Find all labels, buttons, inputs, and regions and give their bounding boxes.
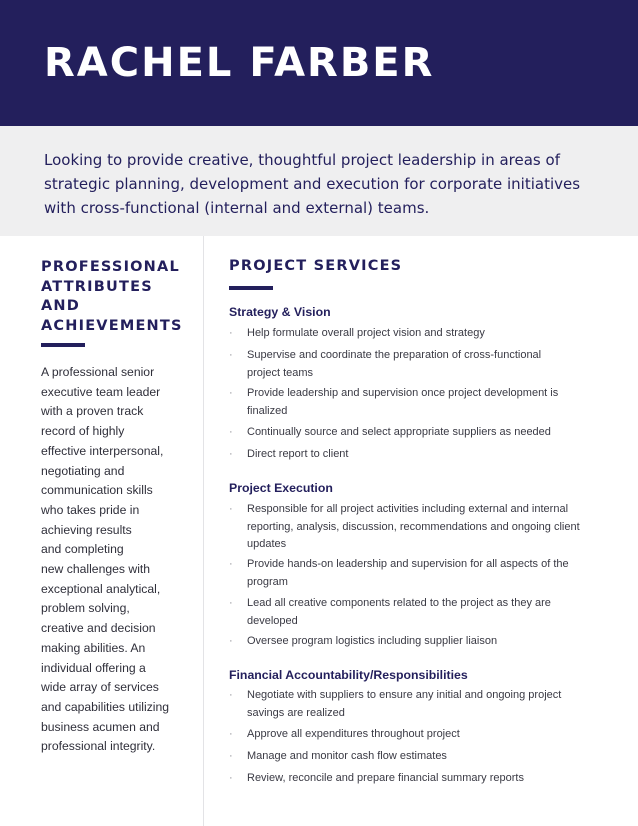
bullet-dot-icon: ·: [229, 327, 233, 339]
attributes-paragraph-line: exceptional analytical,: [41, 581, 161, 596]
bullet-text-line: Oversee program logistics including supplier liaison: [247, 635, 498, 647]
summary-statement: [44, 148, 604, 220]
bullet-text: [247, 687, 599, 722]
services-accent-bar: [229, 286, 273, 290]
bullet-text: [247, 347, 599, 382]
bullet-item: [229, 325, 599, 343]
bullet-text-line: Lead all creative components related to the project as they are: [247, 597, 551, 609]
bullet-dot-icon: ·: [229, 349, 233, 361]
bullet-text-line: Help formulate overall project vision and strategy: [247, 327, 485, 339]
section-title-strategy-vision: Strategy & Vision: [229, 305, 331, 319]
bullet-item: [229, 424, 599, 442]
bullet-text: [247, 325, 599, 343]
attributes-paragraph-line: professional integrity.: [41, 739, 156, 754]
bullet-text: [247, 726, 599, 744]
bullet-text: [247, 501, 599, 554]
bullet-text-line: project teams: [247, 366, 314, 379]
attributes-paragraph-line: problem solving,: [41, 601, 130, 616]
attributes-heading-line: ATTRIBUTES: [41, 278, 153, 295]
bullet-text-line: Review, reconcile and prepare financial summary reports: [247, 772, 524, 784]
bullet-dot-icon: ·: [229, 448, 233, 460]
bullet-text: [247, 446, 599, 464]
bullet-item: [229, 501, 599, 554]
bullet-dot-icon: ·: [229, 426, 233, 438]
bullet-text: [247, 748, 599, 766]
bullet-text: [247, 556, 599, 591]
summary-line: with cross-functional (internal and external) teams.: [44, 199, 430, 217]
attributes-paragraph-line: individual offering a: [41, 660, 146, 675]
bullet-dot-icon: ·: [229, 772, 233, 784]
bullet-item: [229, 385, 599, 420]
attributes-heading-line: ACHIEVEMENTS: [41, 317, 183, 334]
bullet-text: [247, 595, 599, 630]
bullet-dot-icon: ·: [229, 635, 233, 647]
attributes-paragraph-line: creative and decision: [41, 621, 156, 636]
bullet-text-line: Provide leadership and supervision once project development is: [247, 387, 559, 399]
attributes-paragraph-line: A professional senior: [41, 365, 155, 379]
bullet-item: [229, 770, 599, 788]
bullet-item: [229, 748, 599, 766]
attributes-paragraph-line: record of highly: [41, 424, 125, 439]
attributes-paragraph-line: executive team leader: [41, 384, 161, 399]
bullet-text-line: Negotiate with suppliers to ensure any initial and ongoing project: [247, 689, 562, 701]
bullet-item: [229, 446, 599, 464]
bullet-text-line: Direct report to client: [247, 448, 349, 460]
bullet-text-line: developed: [247, 614, 298, 627]
attributes-paragraph-line: and capabilities utilizing: [41, 699, 170, 714]
bullet-dot-icon: ·: [229, 750, 233, 762]
bullet-text-line: reporting, analysis, discussion, recommendations and ongoing client: [247, 520, 580, 533]
attributes-paragraph-line: with a proven track: [41, 404, 144, 419]
bullet-text-line: Provide hands-on leadership and supervision for all aspects of the: [247, 558, 569, 570]
summary-line: strategic planning, development and execution for corporate initiatives: [44, 175, 581, 193]
bullet-text-line: Responsible for all project activities including external and internal: [247, 503, 569, 515]
bullet-dot-icon: ·: [229, 597, 233, 609]
bullet-text-line: Supervise and coordinate the preparation of cross-functional: [247, 349, 542, 361]
summary-line: Looking to provide creative, thoughtful project leadership in areas of: [44, 151, 560, 169]
bullet-text-line: Continually source and select appropriate suppliers as needed: [247, 426, 551, 438]
attributes-paragraph-line: negotiating and: [41, 463, 125, 478]
attributes-paragraph-line: who takes pride in: [41, 502, 140, 517]
bullet-item: [229, 687, 599, 722]
bullet-dot-icon: ·: [229, 387, 233, 399]
bullet-item: [229, 595, 599, 630]
attributes-heading: [41, 258, 191, 336]
bullet-text: [247, 424, 599, 442]
attributes-paragraph-line: business acumen and: [41, 719, 160, 734]
bullet-text-line: program: [247, 575, 288, 588]
attributes-paragraph-line: and completing: [41, 542, 124, 557]
bullet-dot-icon: ·: [229, 689, 233, 701]
attributes-paragraph-line: wide array of services: [41, 680, 159, 695]
attributes-paragraph: [41, 363, 191, 757]
attributes-heading-line: PROFESSIONAL: [41, 259, 180, 275]
attributes-accent-bar: [41, 343, 85, 347]
attributes-paragraph-line: achieving results: [41, 522, 132, 537]
bullet-dot-icon: ·: [229, 728, 233, 740]
bullet-dot-icon: ·: [229, 558, 233, 570]
candidate-name: RACHEL FARBER: [44, 40, 435, 86]
attributes-paragraph-line: making abilities. An: [41, 640, 146, 655]
bullet-text-line: Manage and monitor cash flow estimates: [247, 750, 447, 762]
attributes-paragraph-line: new challenges with: [41, 562, 151, 577]
section-title-financial-accountability-responsibilities: Financial Accountability/Responsibilities: [229, 668, 468, 682]
bullet-text: [247, 385, 599, 420]
bullet-text-line: Approve all expenditures throughout project: [247, 728, 460, 740]
bullet-text: [247, 770, 599, 788]
attributes-heading-line: AND: [41, 298, 80, 314]
bullet-item: [229, 347, 599, 382]
bullet-text-line: savings are realized: [247, 706, 345, 719]
attributes-paragraph-line: effective interpersonal,: [41, 443, 164, 458]
bullet-text-line: updates: [247, 538, 287, 550]
bullet-item: [229, 633, 599, 651]
column-divider: [203, 236, 204, 826]
bullet-text: [247, 633, 599, 651]
attributes-paragraph-line: communication skills: [41, 483, 153, 498]
bullet-dot-icon: ·: [229, 503, 233, 515]
bullet-item: [229, 556, 599, 591]
bullet-item: [229, 726, 599, 744]
bullet-text-line: finalized: [247, 404, 288, 417]
section-title-project-execution: Project Execution: [229, 481, 333, 495]
services-heading: PROJECT SERVICES: [229, 258, 403, 274]
